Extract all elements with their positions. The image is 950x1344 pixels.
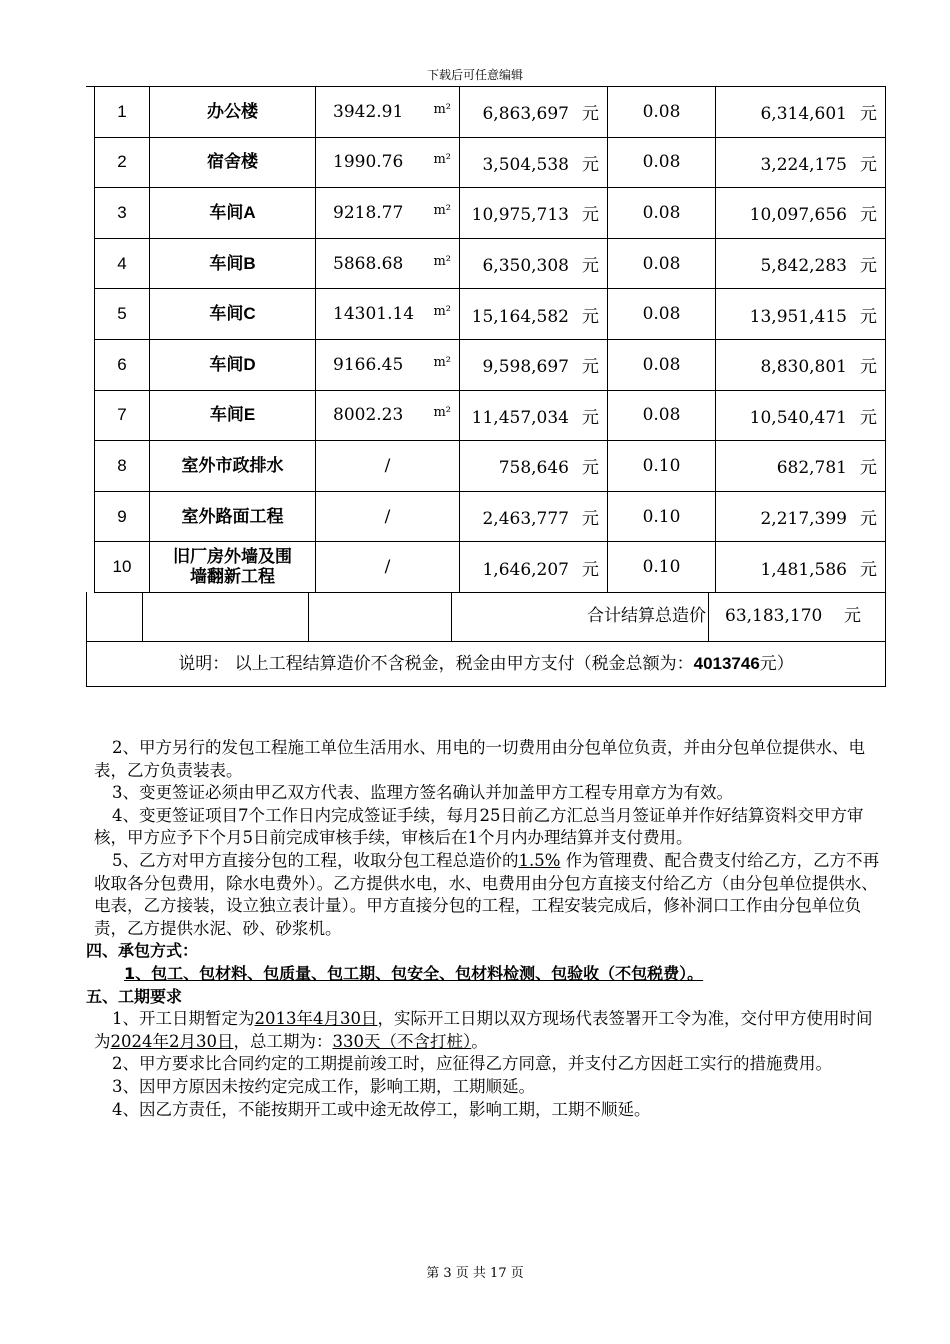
item-area: /: [316, 542, 460, 593]
item-rate: 0.08: [608, 238, 716, 289]
final-value: 3,224,175: [760, 154, 847, 175]
cost-value: 11,457,034: [471, 407, 569, 428]
cost-unit: 元: [582, 205, 599, 226]
cost-unit: 元: [582, 154, 599, 175]
item-index: 7: [95, 390, 150, 441]
area-unit: m²: [433, 202, 451, 218]
clause-5-text-cont: 作为管理费、配合费支付给乙方，乙方不再收取各分包费用，除水电费外）。乙方提供水电，水、电费用由分包方直接支付给乙方（由分包单位提供水、电表，乙方接装，设立独立表计量）。甲方直接分包的工程，工程安装完成后，修补洞口工作由分包单位负责，乙方提供水泥、砂、砂浆机。: [94, 850, 880, 938]
total-value: [709, 592, 877, 641]
final-value: 1,481,586: [760, 559, 847, 580]
item-name: 室外市政排水: [150, 441, 316, 492]
total-label: 合计结算总造价: [587, 606, 706, 626]
clause-4: 4、变更签证项目7个工作日内完成签证手续，每月25日前乙方汇总当月签证单并作好结算资料交甲方审核，甲方应予下个月5日前完成审核手续，审核后在1个月内办理结算并支付费用。: [94, 805, 864, 848]
final-unit: 元: [860, 306, 877, 327]
item-name: [150, 542, 316, 593]
item-index: 4: [95, 238, 150, 289]
final-value: 8,830,801: [760, 357, 847, 378]
cost-value: 9,598,697: [482, 357, 569, 378]
management-fee-percent: 1.5%: [518, 850, 561, 870]
item-rate: 0.08: [608, 87, 716, 138]
cost-value: 6,350,308: [482, 256, 569, 277]
item-index: 8: [95, 441, 150, 492]
final-unit: 元: [860, 407, 877, 428]
item-area: [316, 188, 460, 239]
item-final: [716, 339, 886, 390]
item-cost: [460, 137, 608, 188]
final-value: 2,217,399: [760, 509, 847, 530]
item-area: /: [316, 491, 460, 542]
item-name: 宿舍楼: [150, 137, 316, 188]
delivery-date: 2024年2月30日: [110, 1031, 234, 1051]
schedule-1-end: 。: [471, 1031, 488, 1051]
area-value: 5868.68: [333, 253, 404, 274]
item-name-line1: 旧厂房外墙及围: [173, 547, 292, 567]
area-value: 9218.77: [333, 202, 404, 223]
item-rate: 0.10: [608, 491, 716, 542]
item-area: [316, 137, 460, 188]
table-row: [95, 491, 886, 542]
cost-value: 10,975,713: [471, 205, 569, 226]
item-area: [316, 87, 460, 138]
area-value: 14301.14: [333, 304, 415, 325]
total-amount: 63,183,170: [725, 606, 823, 626]
final-unit: 元: [860, 154, 877, 175]
item-index: 2: [95, 137, 150, 188]
cost-unit: 元: [582, 256, 599, 277]
clause-5: [94, 850, 884, 940]
item-rate: 0.08: [608, 339, 716, 390]
table-row: [95, 339, 886, 390]
item-final: [716, 188, 886, 239]
item-final: [716, 137, 886, 188]
item-index: 10: [95, 542, 150, 593]
schedule-1-text: 1、开工日期暂定为: [112, 1009, 255, 1029]
table-row: [95, 188, 886, 239]
contract-body: [86, 737, 884, 1121]
page-header: 下载后可任意编辑: [426, 68, 523, 82]
item-index: 6: [95, 339, 150, 390]
cost-unit: 元: [582, 306, 599, 327]
final-unit: 元: [860, 357, 877, 378]
item-final: [716, 289, 886, 340]
table-row: [95, 238, 886, 289]
item-name: 车间B: [150, 238, 316, 289]
item-cost: [460, 390, 608, 441]
clause-3: 3、变更签证必须由甲乙双方代表、监理方签名确认并加盖甲方工程专用章方为有效。: [112, 783, 733, 803]
item-cost: [460, 289, 608, 340]
item-name: 办公楼: [150, 87, 316, 138]
cost-unit: 元: [582, 458, 599, 479]
cost-value: 2,463,777: [482, 509, 569, 530]
section-heading-4: 四、承包方式：: [86, 941, 199, 961]
item-area: [316, 289, 460, 340]
table-row: [95, 137, 886, 188]
item-rate: 0.10: [608, 542, 716, 593]
item-cost: [460, 542, 608, 593]
schedule-2: 2、甲方要求比合同约定的工期提前竣工时，应征得乙方同意，并支付乙方因赶工实行的措施费用。: [112, 1054, 832, 1074]
final-unit: 元: [860, 559, 877, 580]
schedule-4: 4、因乙方责任，不能按期开工或中途无故停工，影响工期，工期不顺延。: [112, 1099, 651, 1119]
item-rate: 0.10: [608, 441, 716, 492]
item-final: [716, 441, 886, 492]
item-final: [716, 390, 886, 441]
final-value: 13,951,415: [749, 306, 847, 327]
final-value: 682,781: [776, 458, 847, 479]
area-unit: m²: [433, 354, 451, 370]
cost-unit: 元: [582, 104, 599, 125]
item-final: [716, 238, 886, 289]
contract-mode: 1、包工、包材料、包质量、包工期、包安全、包材料检测、包验收（不包税费）。: [124, 963, 704, 983]
tax-note-text: 说明： 以上工程结算造价不含税金，税金由甲方支付（税金总额为：: [178, 654, 694, 674]
clause-5-text: 5、乙方对甲方直接分包的工程，收取分包工程总造价的: [112, 850, 519, 870]
total-row: [87, 592, 885, 642]
area-unit: m²: [433, 152, 451, 168]
area-unit: m²: [433, 304, 451, 320]
item-area: /: [316, 441, 460, 492]
final-value: 10,097,656: [749, 205, 847, 226]
item-cost: [460, 491, 608, 542]
item-name: 车间C: [150, 289, 316, 340]
item-index: 9: [95, 491, 150, 542]
item-final: [716, 491, 886, 542]
table-summary: [86, 592, 886, 687]
item-cost: [460, 441, 608, 492]
section-heading-5: 五、工期要求: [86, 986, 183, 1006]
tax-note-end: 元）: [759, 654, 794, 674]
item-area: [316, 339, 460, 390]
item-area: [316, 238, 460, 289]
cell-divider: [308, 592, 309, 641]
table-row: [95, 87, 886, 138]
item-name: 车间E: [150, 390, 316, 441]
final-value: 5,842,283: [760, 256, 847, 277]
item-final: [716, 542, 886, 593]
schedule-1: [94, 1008, 884, 1053]
cost-value: 6,863,697: [482, 104, 569, 125]
table-row: [95, 542, 886, 593]
area-value: 1990.76: [333, 152, 404, 173]
area-value: 8002.23: [333, 405, 404, 426]
total-duration: 330天（不含打桩）: [332, 1031, 472, 1051]
cost-unit: 元: [582, 407, 599, 428]
area-unit: m²: [433, 405, 451, 421]
item-name: 室外路面工程: [150, 491, 316, 542]
cost-value: 3,504,538: [482, 154, 569, 175]
cost-unit: 元: [582, 357, 599, 378]
final-value: 10,540,471: [749, 407, 847, 428]
cost-unit: 元: [582, 559, 599, 580]
schedule-1-text-b: ，实际开工日期以双方现场代表签署开工令为准，交付甲方使用时间为: [94, 1009, 873, 1051]
settlement-table: [94, 86, 886, 593]
item-cost: [460, 339, 608, 390]
cost-value: 758,646: [498, 458, 569, 479]
cost-value: 1,646,207: [482, 559, 569, 580]
item-index: 3: [95, 188, 150, 239]
final-unit: 元: [860, 256, 877, 277]
item-rate: 0.08: [608, 188, 716, 239]
item-rate: 0.08: [608, 137, 716, 188]
table-row: [95, 289, 886, 340]
item-rate: 0.08: [608, 390, 716, 441]
final-value: 6,314,601: [760, 104, 847, 125]
item-cost: [460, 188, 608, 239]
item-name: 车间A: [150, 188, 316, 239]
item-index: 5: [95, 289, 150, 340]
table-row: [95, 390, 886, 441]
area-unit: m²: [433, 253, 451, 269]
cell-divider: [142, 592, 143, 641]
item-area: [316, 390, 460, 441]
start-date: 2013年4月30日: [254, 1009, 378, 1029]
item-rate: 0.08: [608, 289, 716, 340]
final-unit: 元: [860, 509, 877, 530]
schedule-1-text-c: ，总工期为：: [233, 1031, 333, 1051]
final-unit: 元: [860, 458, 877, 479]
clause-2: 2、甲方另行的发包工程施工单位生活用水、用电的一切费用由分包单位负责，并由分包单位提供水、电表，乙方负责装表。: [94, 738, 865, 780]
area-unit: m²: [433, 101, 451, 117]
area-value: 3942.91: [333, 101, 404, 122]
area-value: 9166.45: [333, 354, 404, 375]
tax-amount: 4013746: [693, 654, 760, 673]
table-row: [95, 441, 886, 492]
item-cost: [460, 87, 608, 138]
cost-unit: 元: [582, 509, 599, 530]
item-name: 车间D: [150, 339, 316, 390]
final-unit: 元: [860, 205, 877, 226]
item-cost: [460, 238, 608, 289]
schedule-3: 3、因甲方原因未按约定完成工作，影响工期，工期顺延。: [112, 1076, 535, 1096]
item-index: 1: [95, 87, 150, 138]
tax-note: [87, 642, 885, 686]
item-name-line2: 墙翻新工程: [190, 567, 275, 587]
cost-value: 15,164,582: [471, 306, 569, 327]
page-footer: 第 3 页 共 17 页: [426, 1266, 524, 1281]
total-unit: 元: [843, 606, 861, 626]
item-final: [716, 87, 886, 138]
final-unit: 元: [860, 104, 877, 125]
